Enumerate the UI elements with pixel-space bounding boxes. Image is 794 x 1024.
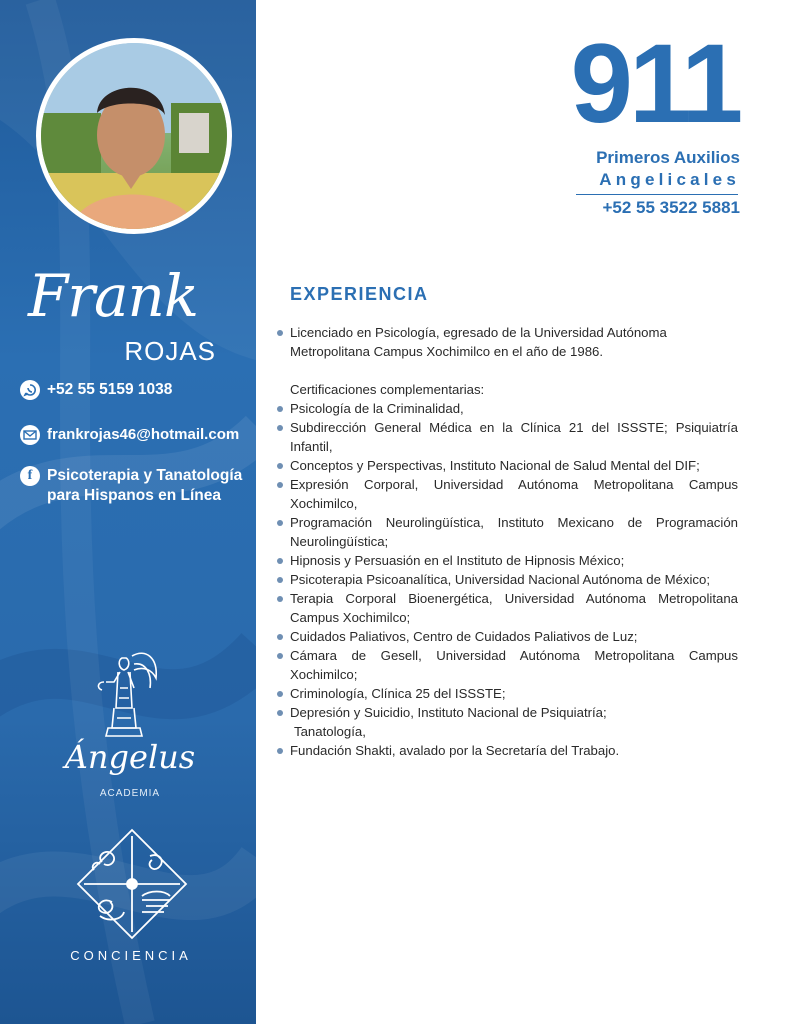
- certifications-header: Certificaciones complementarias:: [290, 382, 485, 397]
- phone-contact[interactable]: [20, 380, 172, 400]
- sidebar: [0, 0, 256, 1024]
- experience-heading: EXPERIENCIA: [290, 284, 429, 304]
- profile-photo: [36, 38, 232, 234]
- conciencia-text: CONCIENCIA: [70, 948, 192, 963]
- certification-item: Subdirección General Médica en la Clínica 21 del ISSSTE; Psiquiatría Infantil,: [290, 420, 738, 454]
- email-icon: [20, 425, 40, 445]
- hotline-divider: [576, 194, 738, 195]
- hotline-phone[interactable]: +52 55 3522 5881: [602, 198, 740, 217]
- email-text: frankrojas46@hotmail.com: [47, 426, 240, 443]
- experience-section: [290, 323, 738, 760]
- hotline-title-line2: Angelicales: [599, 170, 740, 189]
- certification-item: Psicoterapia Psicoanalítica, Universidad Nacional Autónoma de México;: [290, 570, 738, 589]
- certification-item: Conceptos y Perspectivas, Instituto Nacional de Salud Mental del DIF;: [290, 456, 738, 475]
- certification-item: Cuidados Paliativos, Centro de Cuidados Paliativos de Luz;: [290, 627, 738, 646]
- tanatologia-item: Tanatología,: [294, 724, 366, 739]
- facebook-icon: f: [20, 466, 40, 486]
- email-contact[interactable]: [20, 425, 239, 445]
- portrait-image: [41, 43, 227, 229]
- angelus-subtitle: ACADEMIA: [99, 788, 161, 799]
- certification-item: Cámara de Gesell, Universidad Autónoma Metropolitana Campus Xochimilco;: [290, 648, 738, 682]
- degree-item: Licenciado en Psicología, egresado de la Universidad Autónoma Metropolitana Campus Xochimilco en el año de 1986.: [290, 323, 738, 361]
- certification-item: Criminología, Clínica 25 del ISSSTE;: [290, 684, 738, 703]
- facebook-text: Psicoterapia y Tanatología para Hispanos en Línea: [47, 467, 243, 504]
- spacer: [290, 361, 738, 380]
- first-name: Frank: [28, 262, 199, 330]
- certification-item: Hipnosis y Persuasión en el Instituto de Hipnosis México;: [290, 551, 738, 570]
- hotline-number: 911: [570, 21, 740, 146]
- certification-item: Psicología de la Criminalidad,: [290, 399, 738, 418]
- certification-item: Fundación Shakti, avalado por la Secretaría del Trabajo.: [290, 741, 738, 760]
- whatsapp-icon: [20, 380, 40, 400]
- hotline-title-line1: Primeros Auxilios: [596, 148, 740, 167]
- angelus-logo-text: Ángelus: [64, 738, 196, 776]
- certification-item: Expresión Corporal, Universidad Autónoma Metropolitana Campus Xochimilco,: [290, 477, 738, 511]
- conciencia-logo: [72, 826, 192, 946]
- angel-statue-logo: [84, 648, 174, 740]
- facebook-contact[interactable]: [20, 466, 250, 506]
- phone-text: +52 55 5159 1038: [47, 381, 173, 398]
- certification-item: Depresión y Suicidio, Instituto Nacional de Psiquiatría;: [290, 703, 738, 722]
- last-name: ROJAS: [124, 336, 216, 366]
- certification-item: Programación Neurolingüística, Instituto Mexicano de Programación Neurolingüística;: [290, 515, 738, 549]
- certification-item: Terapia Corporal Bioenergética, Universidad Autónoma Metropolitana Campus Xochimilco;: [290, 591, 738, 625]
